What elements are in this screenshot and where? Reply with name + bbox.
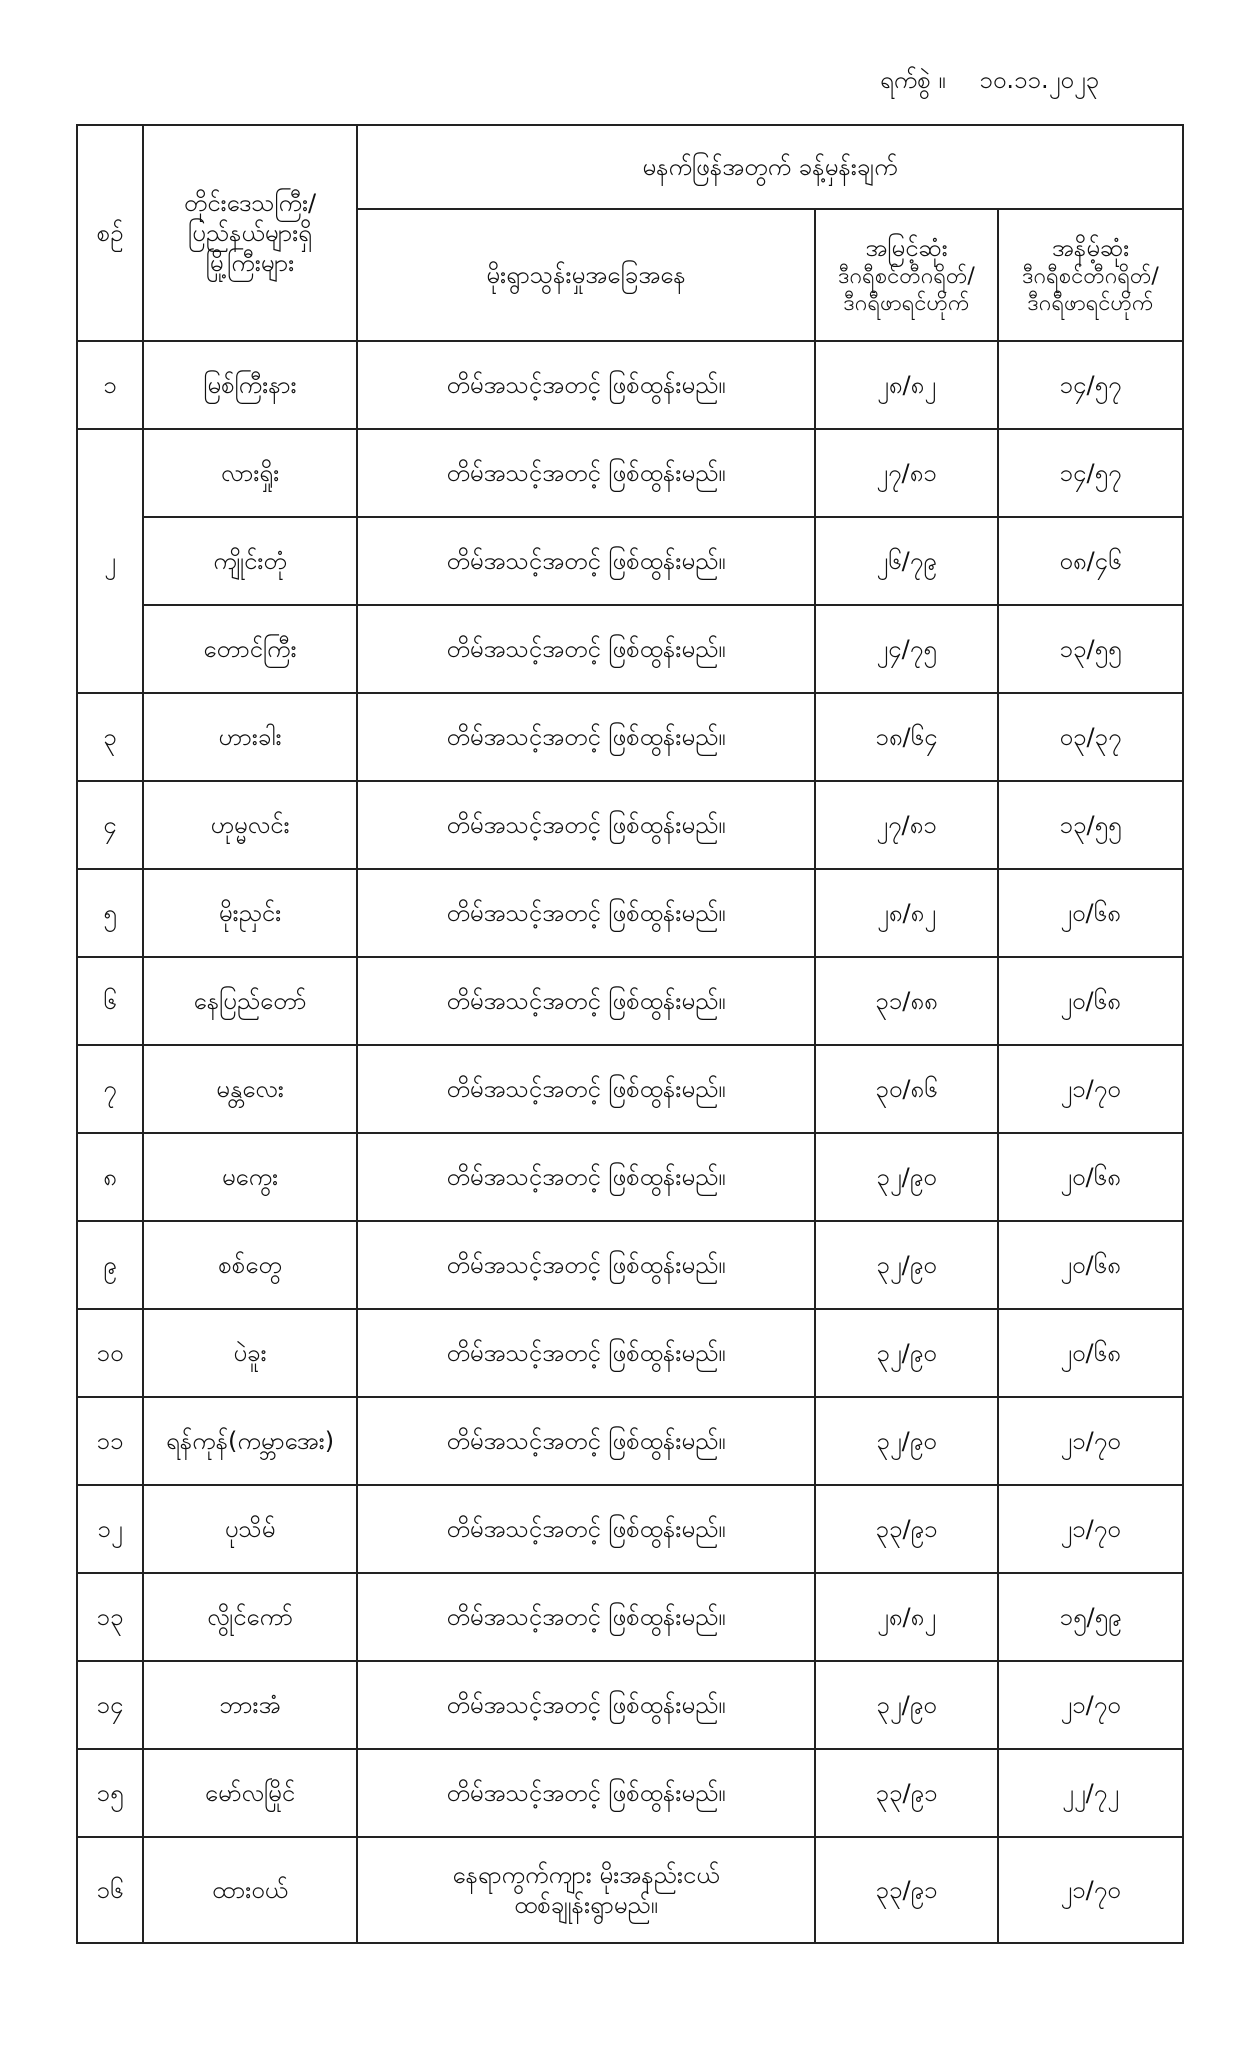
table-row [77, 1749, 1183, 1837]
header-forecast-group: မနက်ဖြန်အတွက် ခန့်မှန်းချက် [357, 125, 1183, 209]
header-region-line1: တိုင်းဒေသကြီး/ [183, 189, 317, 217]
row-min: ၂၀/၆၈ [998, 1309, 1183, 1397]
row-max: ၃၃/၉၁ [815, 1485, 998, 1573]
header-min [998, 209, 1183, 341]
row-city: ဟားခါး [143, 693, 357, 781]
table-row [77, 1485, 1183, 1573]
row-max: ၂၇/၈၁ [815, 429, 998, 517]
row-rain: တိမ်အသင့်အတင့် ဖြစ်ထွန်းမည်။ [357, 341, 815, 429]
row-max: ၃၂/၉၀ [815, 1397, 998, 1485]
table-row [77, 1221, 1183, 1309]
row-no: ၁၃ [77, 1573, 143, 1661]
row-city: ပဲခူး [143, 1309, 357, 1397]
row-min: ၁၃/၅၅ [998, 605, 1183, 693]
header-min-line2: ဒီဂရီစင်တီဂရိတ်/ [1022, 263, 1159, 289]
row-city: မြစ်ကြီးနား [143, 341, 357, 429]
row-rain-line1: နေရာကွက်ကျား မိုးအနည်းငယ် [452, 1861, 720, 1889]
header-region-line2: ပြည်နယ်များရှိ [188, 219, 312, 247]
header-min-line3: ဒီဂရီဖာရင်ဟိုက် [1027, 291, 1154, 316]
row-max: ၁၈/၆၄ [815, 693, 998, 781]
row-city: ထားဝယ် [143, 1837, 357, 1943]
row-city: ဘားအံ [143, 1661, 357, 1749]
date-line [880, 64, 1160, 100]
row-min: ၂၁/၇၀ [998, 1661, 1183, 1749]
row-rain: တိမ်အသင့်အတင့် ဖြစ်ထွန်းမည်။ [357, 693, 815, 781]
row-rain: တိမ်အသင့်အတင့် ဖြစ်ထွန်းမည်။ [357, 1309, 815, 1397]
table-row [77, 1397, 1183, 1485]
row-max: ၃၃/၉၁ [815, 1749, 998, 1837]
row-max: ၃၀/၈၆ [815, 1045, 998, 1133]
row-no: ၇ [77, 1045, 143, 1133]
row-city: ဟုမ္မလင်း [143, 781, 357, 869]
row-max: ၃၃/၉၁ [815, 1837, 998, 1943]
row-rain: တိမ်အသင့်အတင့် ဖြစ်ထွန်းမည်။ [357, 1133, 815, 1221]
row-no: ၁၄ [77, 1661, 143, 1749]
row-rain: တိမ်အသင့်အတင့် ဖြစ်ထွန်းမည်။ [357, 1045, 815, 1133]
row-min: ၂၁/၇၀ [998, 1045, 1183, 1133]
header-region [143, 125, 357, 341]
row-no: ၁ [77, 341, 143, 429]
row-city: စစ်တွေ [143, 1221, 357, 1309]
row-city: တောင်ကြီး [143, 605, 357, 693]
row-max: ၂၇/၈၁ [815, 781, 998, 869]
row-min: ၂၀/၆၈ [998, 1221, 1183, 1309]
row-no: ၁၂ [77, 1485, 143, 1573]
row-min: ၂၀/၆၈ [998, 1133, 1183, 1221]
row-no: ၁၆ [77, 1837, 143, 1943]
row-rain: တိမ်အသင့်အတင့် ဖြစ်ထွန်းမည်။ [357, 605, 815, 693]
row-min: ၂၁/၇၀ [998, 1837, 1183, 1943]
date-label: ရက်စွဲ ။ [880, 66, 946, 94]
row-min: ၀၈/၄၆ [998, 517, 1183, 605]
row-no: ၁၀ [77, 1309, 143, 1397]
row-rain: တိမ်အသင့်အတင့် ဖြစ်ထွန်းမည်။ [357, 869, 815, 957]
table-row [77, 605, 1183, 693]
table-row [77, 341, 1183, 429]
row-no: ၉ [77, 1221, 143, 1309]
row-rain: တိမ်အသင့်အတင့် ဖြစ်ထွန်းမည်။ [357, 1749, 815, 1837]
row-max: ၂၈/၈၂ [815, 341, 998, 429]
row-min: ၂၂/၇၂ [998, 1749, 1183, 1837]
row-min: ၁၄/၅၇ [998, 429, 1183, 517]
table-row [77, 1309, 1183, 1397]
row-rain: တိမ်အသင့်အတင့် ဖြစ်ထွန်းမည်။ [357, 1485, 815, 1573]
row-city: မကွေး [143, 1133, 357, 1221]
row-rain: တိမ်အသင့်အတင့် ဖြစ်ထွန်းမည်။ [357, 957, 815, 1045]
row-rain: တိမ်အသင့်အတင့် ဖြစ်ထွန်းမည်။ [357, 1661, 815, 1749]
table-row [77, 1573, 1183, 1661]
header-min-line1: အနိမ့်ဆုံး [1051, 233, 1130, 262]
row-no: ၂ [77, 429, 143, 693]
table-row [77, 1837, 1183, 1943]
row-max: ၃၂/၉၀ [815, 1309, 998, 1397]
row-city: မော်လမြိုင် [143, 1749, 357, 1837]
row-min: ၀၃/၃၇ [998, 693, 1183, 781]
row-rain: တိမ်အသင့်အတင့် ဖြစ်ထွန်းမည်။ [357, 429, 815, 517]
row-min: ၂၀/၆၈ [998, 869, 1183, 957]
row-no: ၃ [77, 693, 143, 781]
row-rain: တိမ်အသင့်အတင့် ဖြစ်ထွန်းမည်။ [357, 1397, 815, 1485]
row-city: လားရှိုး [143, 429, 357, 517]
row-city: နေပြည်တော် [143, 957, 357, 1045]
row-min: ၂၀/၆၈ [998, 957, 1183, 1045]
row-max: ၃၁/၈၈ [815, 957, 998, 1045]
header-max-line3: ဒီဂရီဖာရင်ဟိုက် [843, 291, 970, 316]
row-rain: တိမ်အသင့်အတင့် ဖြစ်ထွန်းမည်။ [357, 1221, 815, 1309]
row-no: ၅ [77, 869, 143, 957]
row-min: ၂၁/၇၀ [998, 1397, 1183, 1485]
table-row [77, 1045, 1183, 1133]
row-max: ၃၂/၉၀ [815, 1221, 998, 1309]
table-row [77, 517, 1183, 605]
row-min: ၁၃/၅၅ [998, 781, 1183, 869]
row-no: ၆ [77, 957, 143, 1045]
row-min: ၁၅/၅၉ [998, 1573, 1183, 1661]
header-rain: မိုးရွာသွန်းမှုအခြေအနေ [357, 209, 815, 341]
row-no: ၄ [77, 781, 143, 869]
table-row [77, 869, 1183, 957]
row-min: ၂၁/၇၀ [998, 1485, 1183, 1573]
row-city: ကျိုင်းတုံ [143, 517, 357, 605]
row-max: ၂၆/၇၉ [815, 517, 998, 605]
row-max: ၃၂/၉၀ [815, 1661, 998, 1749]
row-city: မိုးညှင်း [143, 869, 357, 957]
header-region-line3: မြို့ကြီးများ [205, 249, 295, 277]
row-city: ရန်ကုန်(ကမ္ဘာအေး) [143, 1397, 357, 1485]
header-max [815, 209, 998, 341]
header-max-line1: အမြင့်ဆုံး [865, 233, 948, 262]
row-max: ၃၂/၉၀ [815, 1133, 998, 1221]
header-no: စဉ် [77, 125, 143, 341]
row-city: ပုသိမ် [143, 1485, 357, 1573]
row-rain: တိမ်အသင့်အတင့် ဖြစ်ထွန်းမည်။ [357, 1573, 815, 1661]
table-row [77, 957, 1183, 1045]
row-no: ၁၅ [77, 1749, 143, 1837]
table-row [77, 1661, 1183, 1749]
row-no: ၈ [77, 1133, 143, 1221]
row-city: လွိုင်ကော် [143, 1573, 357, 1661]
table-row [77, 693, 1183, 781]
row-city: မန္တလေး [143, 1045, 357, 1133]
row-min: ၁၄/၅၇ [998, 341, 1183, 429]
header-max-line2: ဒီဂရီစင်တီဂရိတ်/ [838, 263, 975, 289]
table-row [77, 429, 1183, 517]
row-max: ၂၄/၇၅ [815, 605, 998, 693]
forecast-table [76, 124, 1184, 1944]
table-row [77, 781, 1183, 869]
row-max: ၂၈/၈၂ [815, 1573, 998, 1661]
row-max: ၂၈/၈၂ [815, 869, 998, 957]
date-value: ၁၀.၁၁.၂၀၂၃ [979, 66, 1100, 94]
row-rain-line2: ထစ်ချုန်းရွာမည်။ [514, 1891, 658, 1919]
table-row [77, 1133, 1183, 1221]
row-rain [357, 1837, 815, 1943]
row-rain: တိမ်အသင့်အတင့် ဖြစ်ထွန်းမည်။ [357, 517, 815, 605]
row-no: ၁၁ [77, 1397, 143, 1485]
row-rain: တိမ်အသင့်အတင့် ဖြစ်ထွန်းမည်။ [357, 781, 815, 869]
